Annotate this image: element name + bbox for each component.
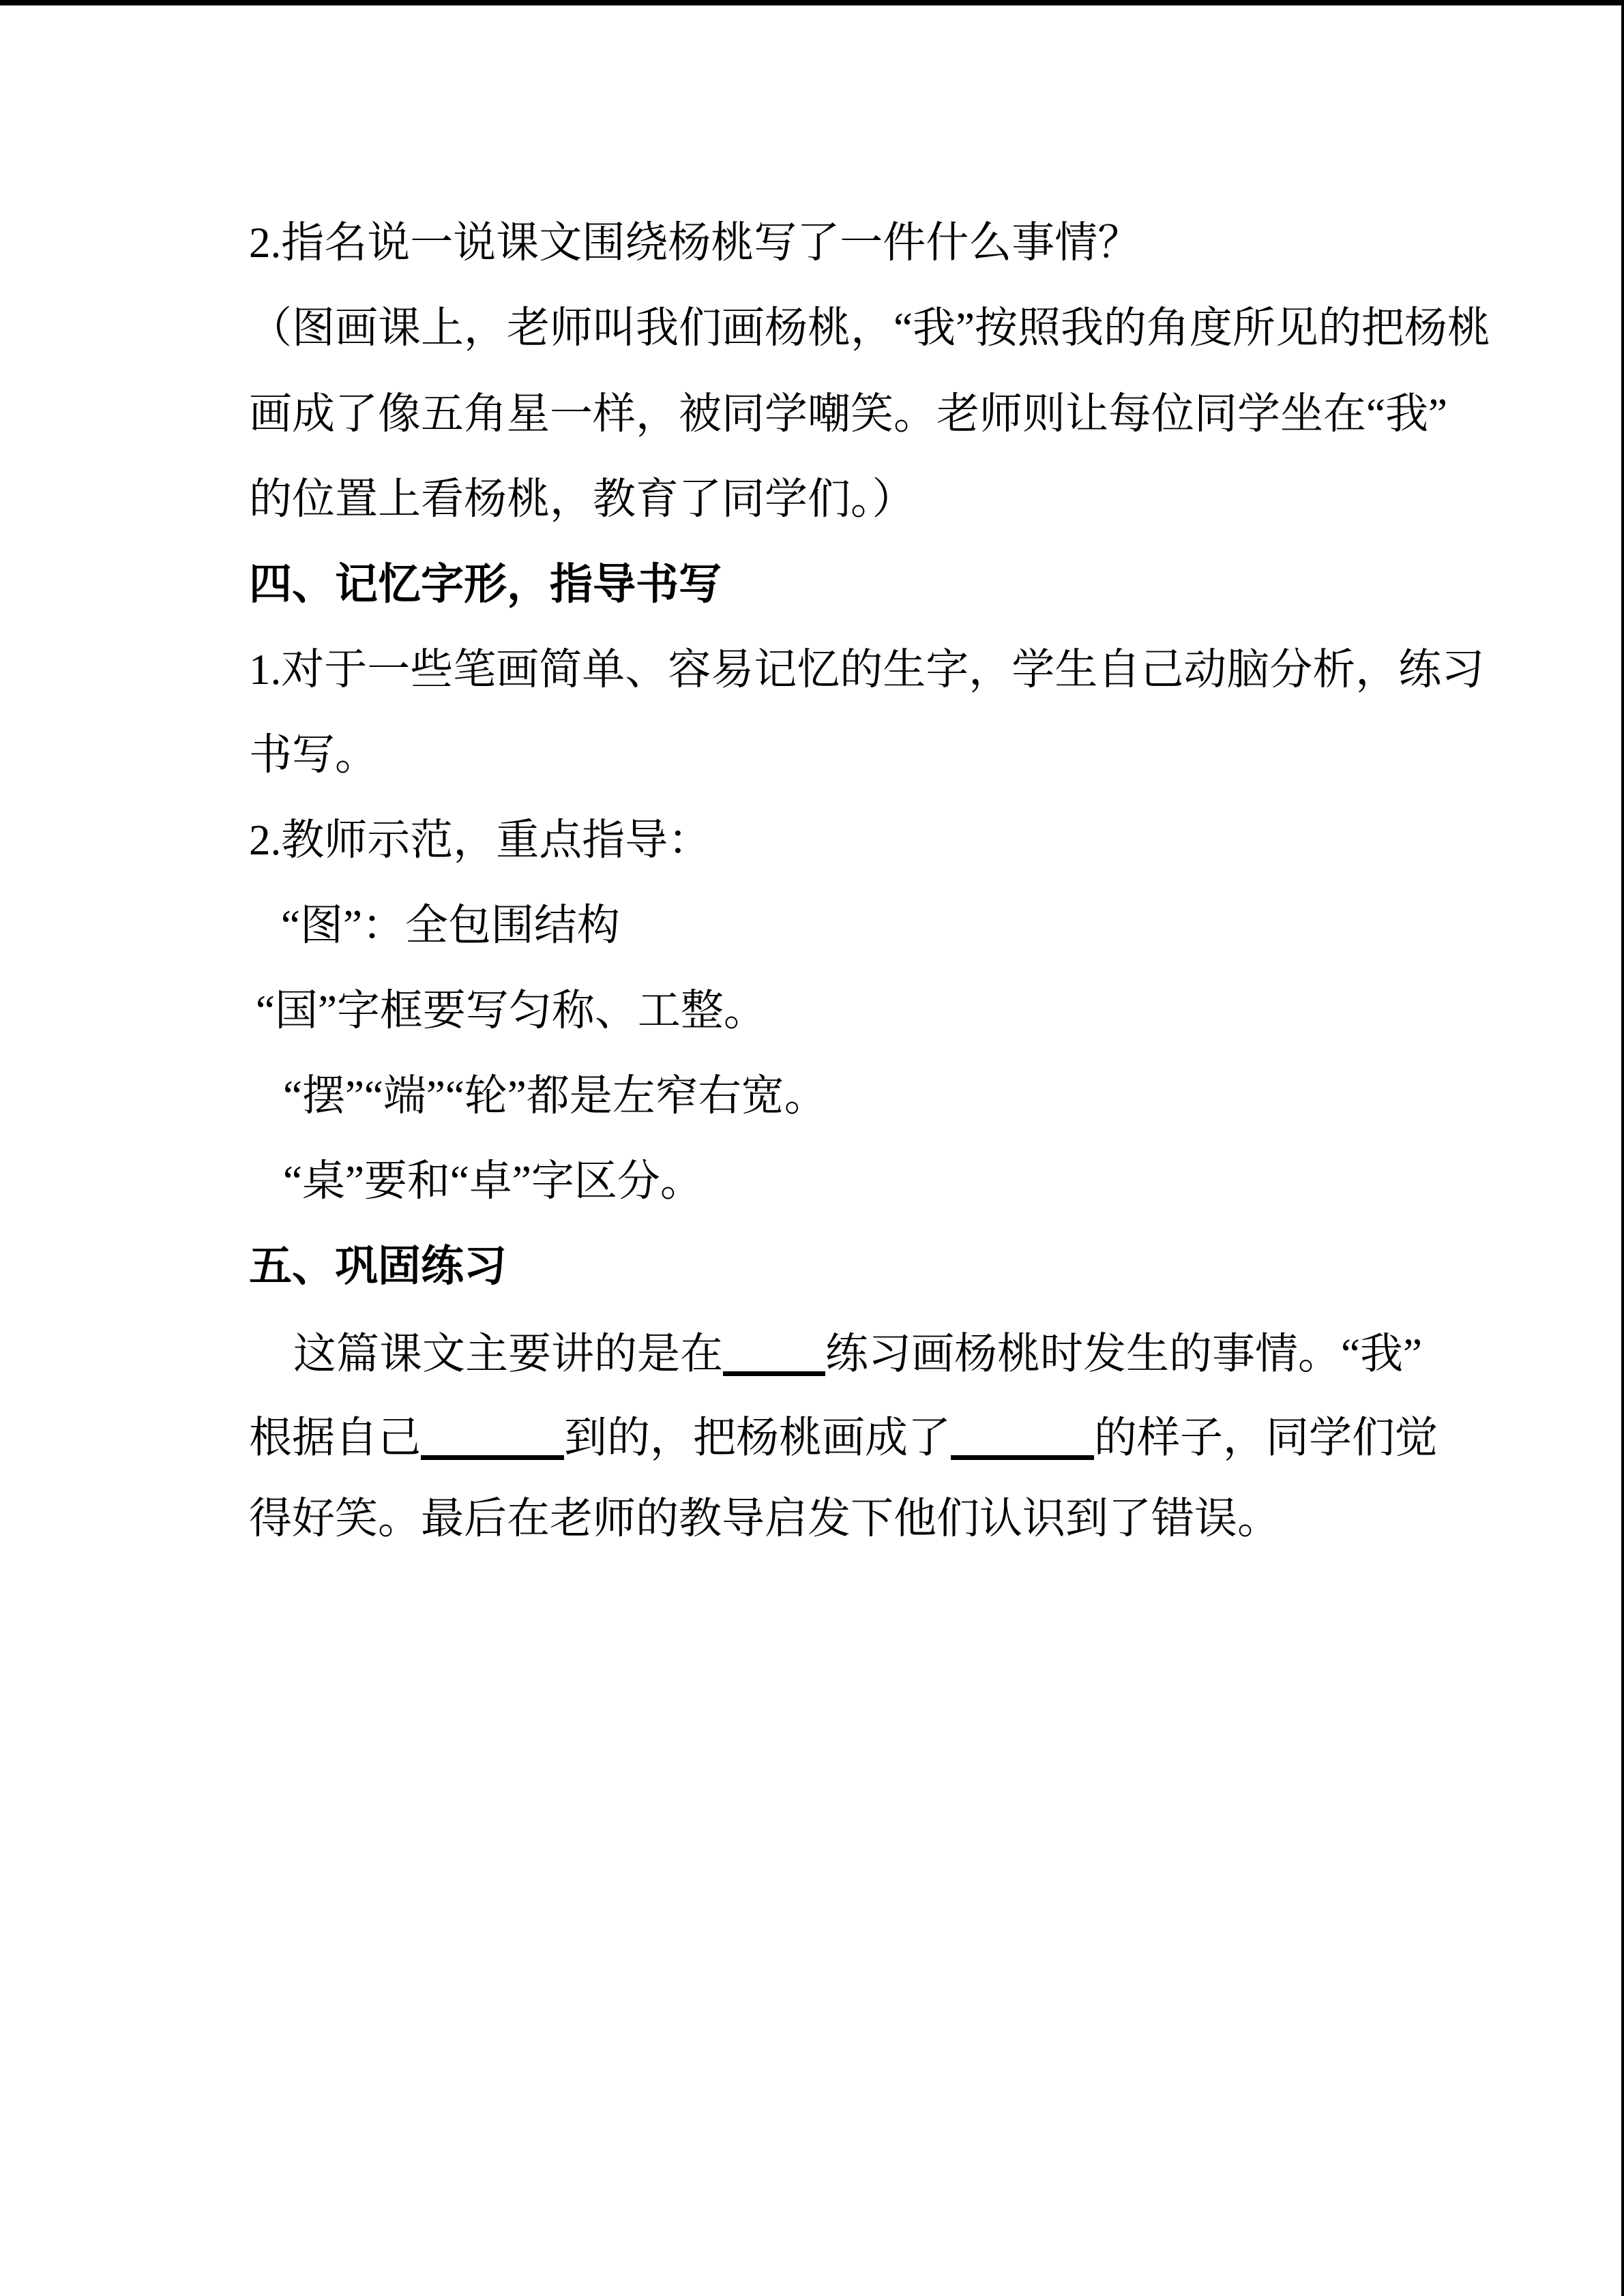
doc-line-question-2: 2.指名说一说课文围绕杨桃写了一件什么事情？ <box>249 219 1141 267</box>
text-segment: 练习画杨桃时发生的事情。“我” <box>825 1330 1422 1378</box>
doc-line-char-tu: “图”：全包围结构 <box>281 901 620 949</box>
fill-in-blank <box>421 1412 564 1460</box>
doc-line-exercise-2 <box>249 1412 1438 1460</box>
doc-line-answer-2: 画成了像五角星一样，被同学嘲笑。老师则让每位同学坐在“我” <box>249 390 1447 438</box>
text-segment: 这篇课文主要讲的是在 <box>293 1330 723 1378</box>
doc-line-step1-a: 1.对于一些笔画简单、容易记忆的生字，学生自己动脑分析，练习 <box>249 646 1485 694</box>
doc-line-exercise-1 <box>293 1328 1422 1376</box>
doc-line-char-guo: “国”字框要写匀称、工整。 <box>256 987 767 1034</box>
doc-line-char-zhuo: “桌”要和“卓”字区分。 <box>283 1157 703 1205</box>
doc-line-step1-b: 书写。 <box>249 731 378 779</box>
page-right-edge-rule <box>1621 0 1624 2296</box>
text-segment: 的样子，同学们觉 <box>1094 1414 1438 1462</box>
page-top-edge-rule <box>0 0 1624 5</box>
text-segment: 到的，把杨桃画成了 <box>564 1414 951 1462</box>
fill-in-blank <box>723 1328 825 1376</box>
doc-line-step2: 2.教师示范，重点指导： <box>249 816 711 864</box>
doc-line-char-bai-duan-lun: “摆”“端”“轮”都是左窄右宽。 <box>283 1072 827 1120</box>
text-segment: 根据自己 <box>249 1414 421 1462</box>
doc-line-exercise-3: 得好笑。最后在老师的教导启发下他们认识到了错误。 <box>249 1495 1280 1542</box>
doc-line-answer-3: 的位置上看杨桃，教育了同学们。） <box>249 475 915 523</box>
doc-line-answer-1: （图画课上，老师叫我们画杨桃，“我”按照我的角度所见的把杨桃 <box>249 304 1490 352</box>
section-heading-4: 四、记忆字形，指导书写 <box>249 561 722 608</box>
fill-in-blank <box>951 1412 1094 1460</box>
section-heading-5: 五、巩固练习 <box>249 1242 507 1290</box>
